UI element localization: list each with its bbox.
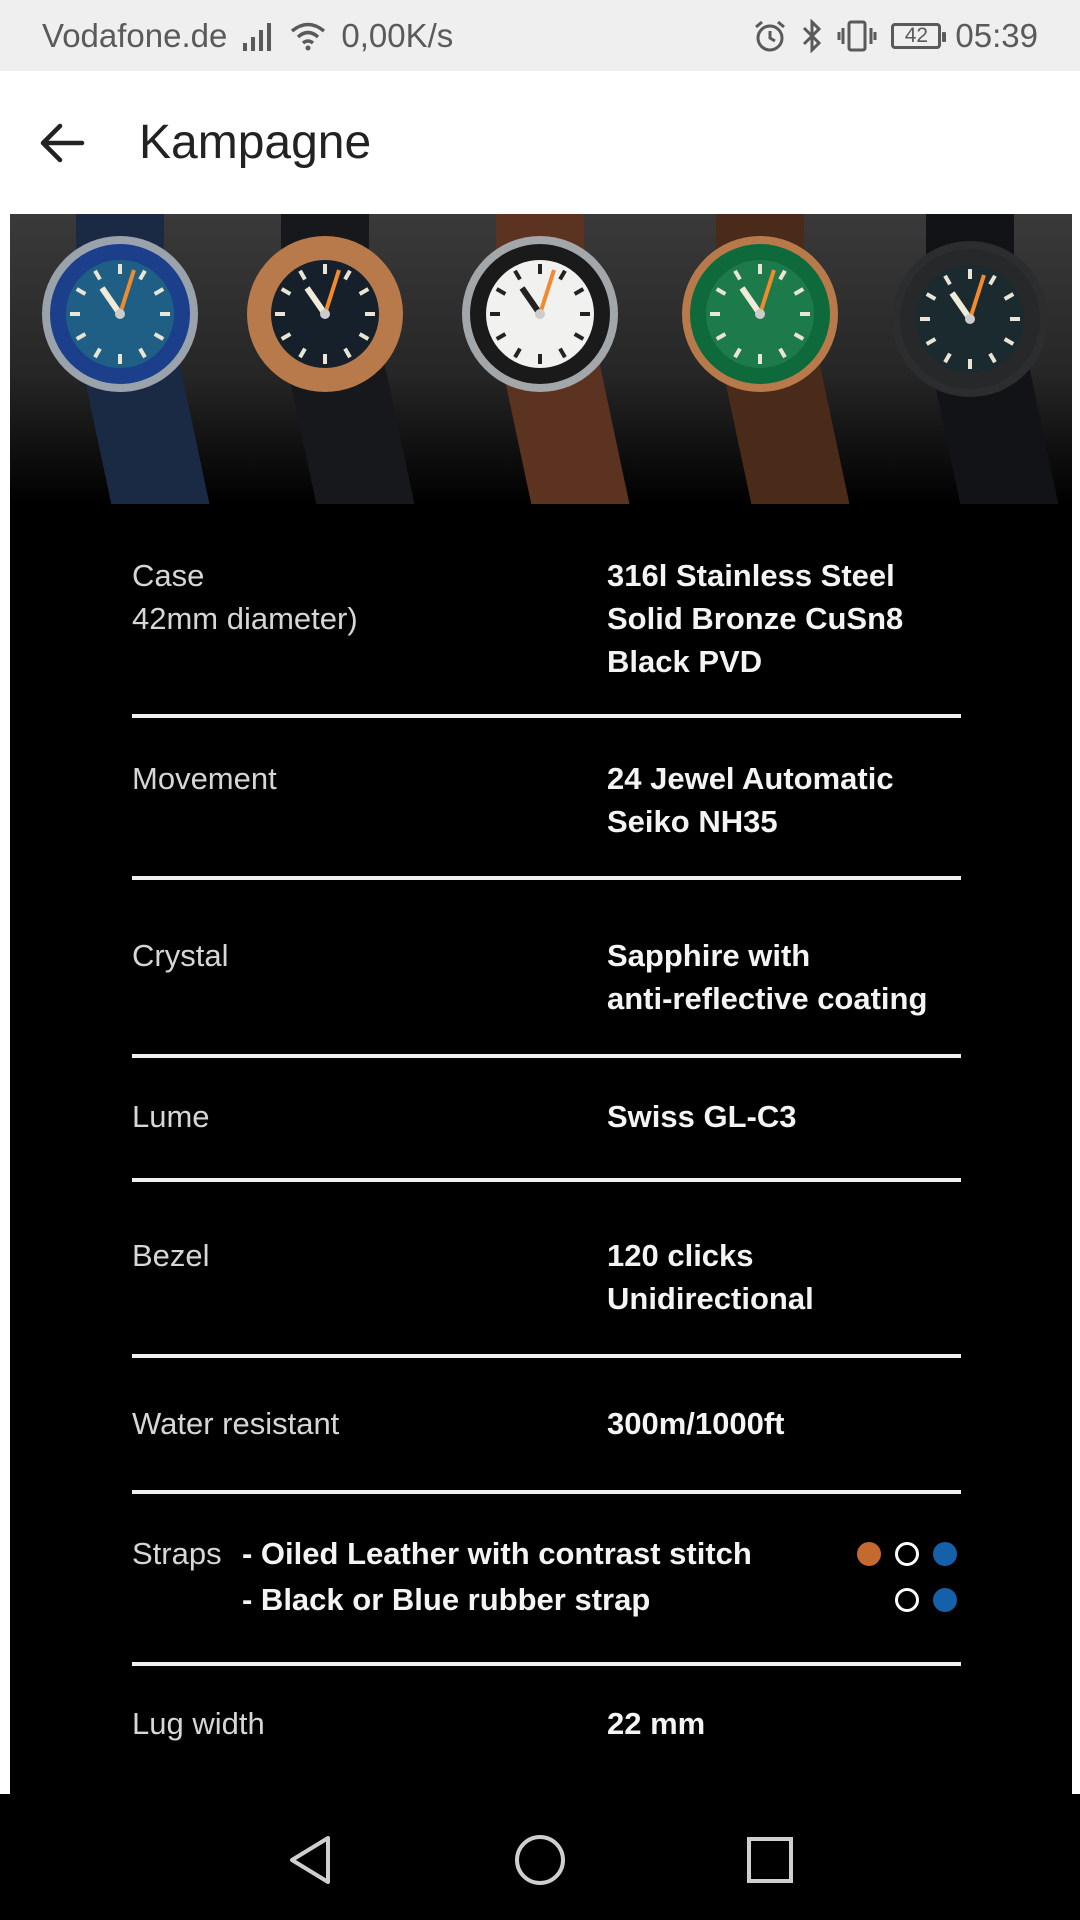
spec-label-lume: Lume xyxy=(132,1099,210,1134)
nav-back-icon[interactable] xyxy=(282,1832,338,1888)
color-swatch-blue xyxy=(933,1588,957,1612)
spec-label-water-resistant: Water resistant xyxy=(132,1406,340,1441)
spec-label-movement: Movement xyxy=(132,761,277,796)
divider xyxy=(132,1054,961,1058)
watch-2 xyxy=(247,214,420,504)
page-title: Kampagne xyxy=(139,116,372,169)
spec-label-bezel: Bezel xyxy=(132,1238,210,1273)
wifi-icon xyxy=(289,21,327,51)
color-swatch-white xyxy=(895,1588,919,1612)
divider xyxy=(132,1662,961,1666)
divider xyxy=(132,1490,961,1494)
strap-option-leather: - Oiled Leather with contrast stitch xyxy=(242,1536,752,1571)
navigation-bar xyxy=(0,1794,1080,1920)
spec-value-lug-width: 22 mm xyxy=(607,1706,706,1741)
spec-label-lug-width: Lug width xyxy=(132,1706,265,1741)
app-bar xyxy=(0,71,1080,214)
campaign-image xyxy=(10,214,1072,1794)
color-swatch-brown xyxy=(857,1542,881,1566)
watch-4 xyxy=(682,214,855,504)
back-arrow-icon[interactable] xyxy=(36,117,88,169)
spec-value-movement: 24 Jewel Automatic Seiko NH35 xyxy=(607,761,894,839)
spec-value-water-resistant: 300m/1000ft xyxy=(607,1406,785,1441)
spec-value-case: 316l Stainless Steel Solid Bronze CuSn8 Black PVD xyxy=(607,558,904,679)
color-swatch-white xyxy=(895,1542,919,1566)
divider xyxy=(132,1178,961,1182)
divider xyxy=(132,1354,961,1358)
spec-value-bezel: 120 clicks Unidirectional xyxy=(607,1238,814,1316)
watch-banner xyxy=(10,214,1072,504)
nav-home-icon[interactable] xyxy=(512,1832,568,1888)
spec-value-lume: Swiss GL-C3 xyxy=(607,1099,797,1134)
bluetooth-icon xyxy=(801,19,823,53)
battery-level: 42 xyxy=(904,24,929,47)
color-swatch-blue xyxy=(933,1542,957,1566)
spec-value-crystal: Sapphire with anti-reflective coating xyxy=(607,938,928,1016)
carrier-name: Vodafone.de xyxy=(42,17,228,54)
status-bar xyxy=(0,0,1080,71)
spec-label-crystal: Crystal xyxy=(132,938,229,973)
spec-label-straps: Straps xyxy=(132,1536,222,1571)
watch-1 xyxy=(42,214,215,504)
vibrate-icon xyxy=(837,19,877,53)
nav-recents-icon[interactable] xyxy=(742,1832,798,1888)
spec-label-case: Case 42mm diameter) xyxy=(132,558,358,636)
divider xyxy=(132,876,961,880)
watch-5 xyxy=(892,214,1065,504)
strap-option-rubber: - Black or Blue rubber strap xyxy=(242,1582,651,1617)
network-speed: 0,00K/s xyxy=(341,17,454,54)
watch-3 xyxy=(462,214,635,504)
clock-time: 05:39 xyxy=(955,17,1038,54)
watch-lineup-image xyxy=(10,214,1072,504)
battery-icon xyxy=(891,23,941,49)
signal-icon xyxy=(241,21,275,51)
alarm-icon xyxy=(753,19,787,53)
divider xyxy=(132,714,961,718)
